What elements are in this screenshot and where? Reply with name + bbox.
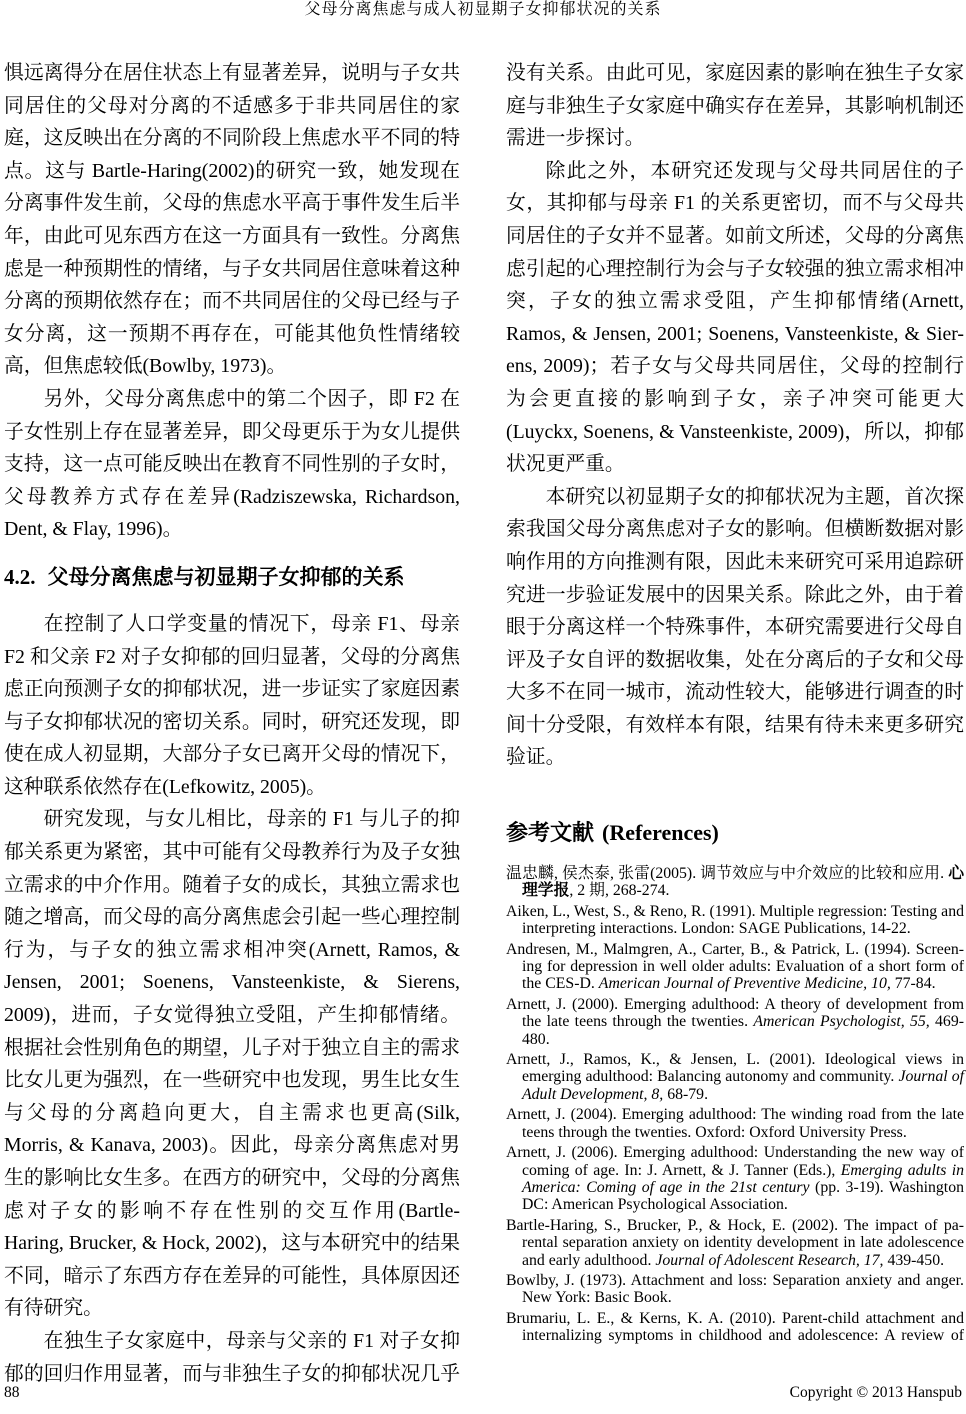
references-heading-en: (References) [602, 820, 719, 845]
reference-item [506, 996, 964, 1048]
reference-text: , 2 期, 268-274. [569, 882, 670, 900]
references-heading-zh: 参考文献 [506, 820, 595, 845]
reference-item [506, 1310, 964, 1345]
reference-journal: American Psychologist, 55, [753, 1013, 930, 1031]
left-column [4, 57, 460, 1390]
body-paragraph: 没有关系。由此可见，家庭因素的影响在独生子女家庭与非独生子女家庭中确实存在差异，其影响机制还需进一步探讨。 [506, 62, 964, 150]
reference-text: Arnett, J. (2006). Emerging adulthood: Understanding the new way of coming of age. In: J. Arnett, & J. Tanner (Eds.), [506, 1144, 964, 1179]
body-paragraph: 本研究以初显期子女的抑郁状况为主题，首次探索我国父母分离焦虑对子女的影响。但横断数据对影响作用的方向推测有限，因此未来研究可采用追踪研究进一步验证发展中的因果关系。除此之外，由于着眼于分离这样一个特殊事件，本研究需要进行父母自评及子女自评的数据收集，处在分离后的子女和父母大多不在同一城市，流动性较大，能够进行调查的时间十分受限，有效样本有限，结果有待未来更多研究验证。 [506, 485, 964, 769]
body-paragraph: 除此之外，本研究还发现与父母共同居住的子女，其抑郁与母亲 F1 的关系更密切，而不与父母共同居住的子女并不显著。如前文所述，父母的分离焦虑引起的心理控制行为会与子女较强的独立需求相冲突，子女的独立需求受阻，产生抑郁情绪(Arnett, Ramos, & Jensen, 2001; Soenens, Vansteenkiste, & Sier-ens, 2009)；若子女与父母共同居住，父母的控制行为会更直接的影响到子女，亲子冲突可能更大(Luyckx, Soenens, & Vansteenkiste, 2009)，所以，抑郁状况更严重。 [506, 159, 964, 476]
reference-text: Brumariu, L. E., & Kerns, K. A. (2010). Parent-child attachment and internalizing symptoms in childhood and adolescence: A review of [506, 1309, 964, 1345]
reference-text: 温忠麟, 侯杰泰, 张雷(2005). 调节效应与中介效应的比较和应用. [506, 865, 949, 882]
section-title: 父母分离焦虑与初显期子女抑郁的关系 [47, 564, 405, 589]
reference-text: Bowlby, J. (1973). Attachment and loss: Separation anxiety and anger. New York: Basic Book. [506, 1271, 964, 1307]
reference-item [506, 903, 964, 938]
reference-text: (pp. 3-19). Washington DC: American Psychological Association. [522, 1178, 964, 1214]
running-header: 父母分离焦虑与成人初显期子女抑郁状况的关系 [304, 1, 662, 18]
reference-text: Aiken, L., West, S., & Reno, R. (1991). Multiple regression: Testing and interpreting interactions. London: SAGE Publications, 14-22. [506, 902, 964, 938]
reference-text: 77-84. [890, 975, 936, 993]
reference-item [506, 865, 964, 900]
page-number: 88 [4, 1384, 20, 1401]
reference-text: Bartle-Haring, S., Brucker, P., & Hock, E. (2002). The impact of pa-rental separation anxiety on identity development in late adolescence and early adulthood. [506, 1216, 964, 1269]
reference-item [506, 1106, 964, 1141]
body-paragraph: 在控制了人口学变量的情况下，母亲 F1、母亲 F2 和父亲 F2 对子女抑郁的回归显著，父母的分离焦虑正向预测子女的抑郁状况，进一步证实了家庭因素与子女抑郁状况的密切关系。同时，研究还发现，即使在成人初显期，大部分子女已离开父母的情况下，这种联系依然存在(Lefkowitz, 2005)。 [4, 612, 460, 798]
reference-item [506, 1051, 964, 1103]
reference-journal: Journal of Adolescent Research, 17, [655, 1251, 884, 1269]
references-section [506, 818, 964, 1348]
section-number: 4.2. [4, 564, 36, 589]
references-heading [506, 818, 964, 848]
reference-text: Arnett, J., Ramos, K., & Jensen, L. (2001). Ideological views in emerging adulthood: Balancing autonomy and community. [506, 1051, 964, 1086]
section-heading [4, 546, 460, 608]
copyright-notice: Copyright © 2013 Hanspub [789, 1384, 962, 1401]
reference-item [506, 941, 964, 993]
body-paragraph: 研究发现，与女儿相比，母亲的 F1 与儿子的抑郁关系更为紧密，其中可能有父母教养行为及子女独立需求的中介作用。随着子女的成长，其独立需求也随之增高，而父母的高分离焦虑会引起一些心理控制行为，与子女的独立需求相冲突(Arnett, Ramos, & Jensen, 2001; Soenens, Vansteenkiste, & Sierens, 2009)，进而，子女觉得独立受阻，产生抑郁情绪。根据社会性别角色的期望，儿子对于独立自主的需求比女儿更为强烈，在一些研究中也发现，男生比女生与父母的分离趋向更大，自主需求也更高(Silk, Morris, & Kanava, 2003)。因此，母亲分离焦虑对男生的影响比女生多。在西方的研究中，父母的分离焦虑对子女的影响不存在性别的交互作用(Bartle-Haring, Brucker, & Hock, 2002)，这与本研究中的结果不同，暗示了东西方存在差异的可能性，具体原因还有待研究。 [4, 808, 460, 1320]
reference-item [506, 1144, 964, 1214]
body-paragraph: 惧远离得分在居住状态上有显著差异，说明与子女共同居住的父母对分离的不适感多于非共同居住的家庭，这反映出在分离的不同阶段上焦虑水平不同的特点。这与 Bartle-Haring(2002)的研究一致，她发现在分离事件发生前，父母的焦虑水平高于事件发生后半年，由此可见东西方在这一方面具有一致性。分离焦虑是一种预期性的情绪，与子女共同居住意味着这种分离的预期依然存在；而不共同居住的父母已经与子女分离，这一预期不再存在，可能其他负性情绪较高，但焦虑较低(Bowlby, 1973)。 [4, 62, 460, 378]
right-column [506, 57, 964, 774]
reference-text: Andresen, M., Malmgren, A., Carter, B., & Patrick, L. (1994). Screen-ing for depression in well older adults: Evaluation of a short form of the CES-D. [506, 940, 964, 993]
reference-text: 439-450. [883, 1251, 945, 1269]
body-paragraph: 另外，父母分离焦虑中的第二个因子，即 F2 在子女性别上存在显著差异，即父母更乐于为女儿提供支持，这一点可能反映出在教育不同性别的子女时，父母教养方式存在差异(Radziszewska, Richardson, Dent, & Flay, 1996)。 [4, 387, 460, 541]
reference-item [506, 1272, 964, 1307]
reference-text: 68-79. [663, 1085, 709, 1103]
reference-list [506, 865, 964, 1345]
reference-journal: 心理学报 [522, 865, 964, 900]
reference-text: 469-480. [522, 1013, 964, 1048]
body-paragraph: 在独生子女家庭中，母亲与父亲的 F1 对子女抑郁的回归作用显著，而与非独生子女的抑郁状况几乎 [4, 1329, 460, 1385]
reference-text: Arnett, J. (2004). Emerging adulthood: The winding road from the late teens through the twenties. Oxford: Oxford University Press. [506, 1106, 964, 1141]
reference-journal: Journal of Adult Development, 8, [522, 1068, 964, 1103]
reference-item [506, 1217, 964, 1269]
reference-book-title: Emerging adults in America: Coming of age in the 21st century [522, 1161, 964, 1196]
reference-journal: American Journal of Preventive Medicine, 10, [598, 975, 891, 993]
reference-text: Arnett, J. (2000). Emerging adulthood: A theory of development from the late teens through the twenties. [506, 995, 964, 1031]
